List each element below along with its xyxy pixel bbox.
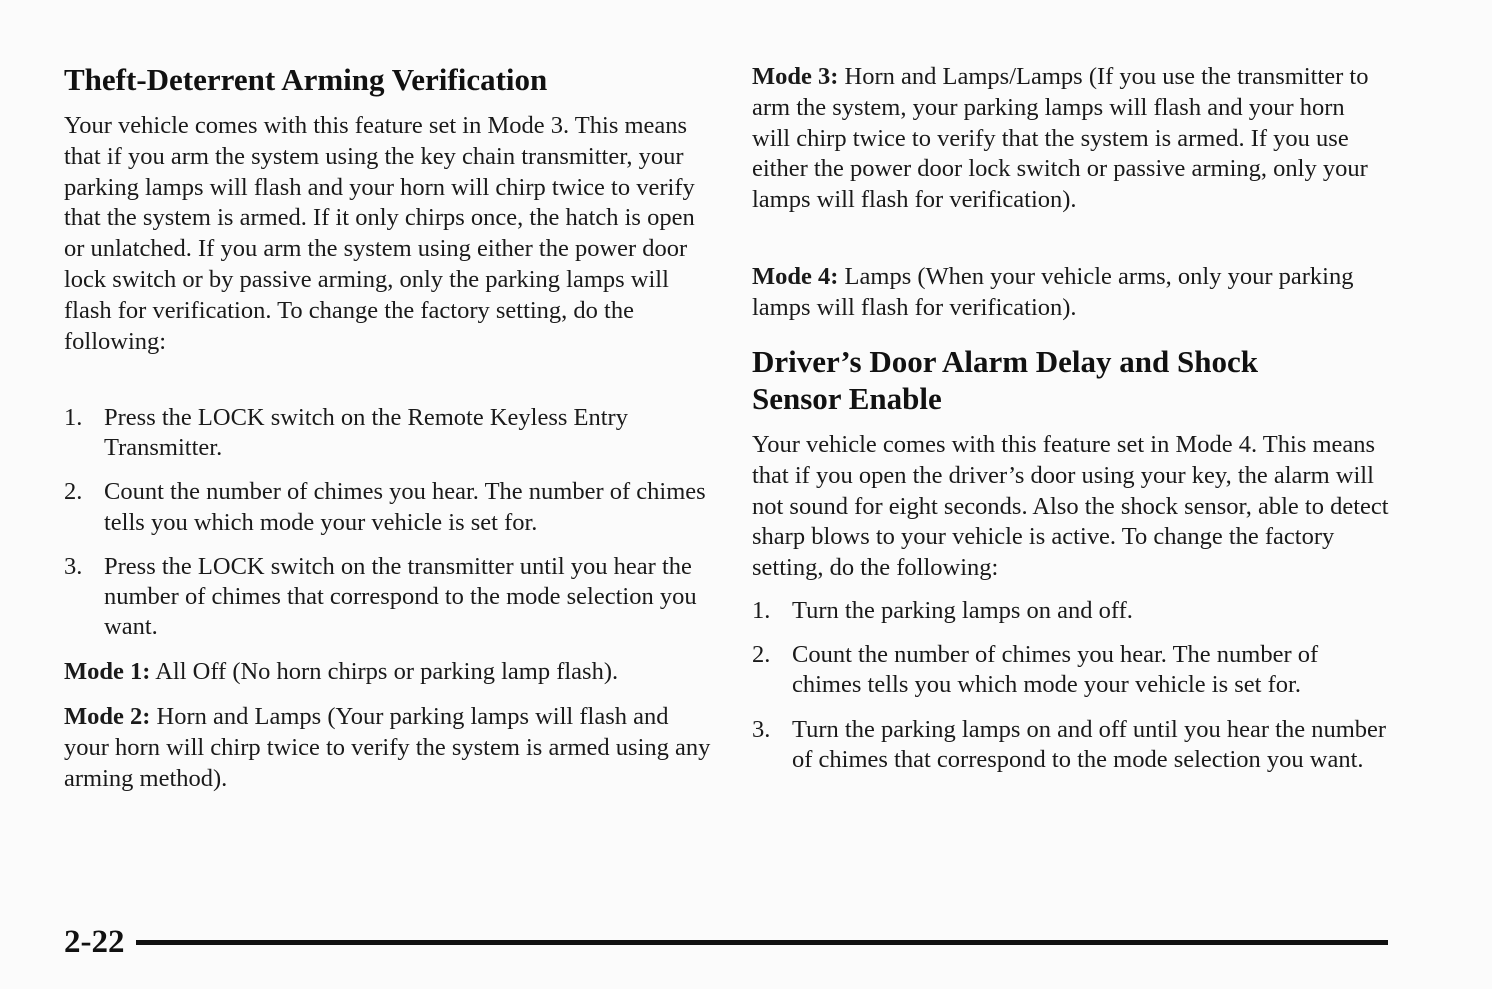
theft-deterrent-steps (64, 403, 714, 642)
mode-4-text: Lamps (When your vehicle arms, only your parking lamps will flash for verification). (752, 263, 1354, 321)
list-item (64, 477, 714, 537)
step-text: Turn the parking lamps on and off. (792, 597, 1133, 624)
mode-3-paragraph (752, 62, 1382, 216)
step-text: Turn the parking lamps on and off until you hear the number of chimes that correspond to the mode selection you want. (792, 715, 1387, 773)
mode-4-paragraph (752, 262, 1382, 324)
list-item (752, 596, 1392, 626)
footer-rule (136, 940, 1388, 945)
list-item (752, 640, 1392, 700)
theft-deterrent-heading: Theft-Deterrent Arming Verification (64, 62, 548, 97)
mode-2-label: Mode 2: (64, 703, 151, 730)
mode-1-paragraph (64, 657, 714, 688)
step-number: 2. (64, 478, 83, 506)
step-number: 1. (64, 404, 83, 431)
page-number: 2-22 (64, 924, 125, 960)
door-alarm-steps (752, 596, 1392, 775)
step-text: Press the LOCK switch on the transmitter until you hear the number of chimes that correspond to the mode selection you want. (104, 552, 697, 641)
mode-3-label: Mode 3: (752, 63, 839, 90)
door-alarm-intro: Your vehicle comes with this feature set in Mode 4. This means that if you open the driver’s door using your key, the alarm will not sound for eight seconds. Also the shock sensor, able to detect sharp blows to your vehicle is active. To change the factory setting, do the following: (752, 431, 1389, 582)
step-number: 3. (64, 552, 83, 580)
list-item (64, 403, 714, 463)
step-number: 3. (752, 715, 771, 743)
page-footer (64, 922, 1388, 962)
step-number: 2. (752, 641, 771, 669)
list-item (752, 715, 1392, 775)
mode-2-text: Horn and Lamps (Your parking lamps will flash and your horn will chirp twice to verify the system is armed using any arming method). (64, 703, 711, 792)
mode-1-label: Mode 1: (64, 658, 151, 685)
door-alarm-heading: Driver’s Door Alarm Delay and Shock Sensor Enable (752, 344, 1259, 416)
mode-3-text: Horn and Lamps/Lamps (If you use the transmitter to arm the system, your parking lamps will flash and your horn will chirp twice to verify that the system is armed. If you use either the power door lock switch or passive arming, only your lamps will flash for verification). (752, 63, 1369, 214)
mode-1-text: All Off (No horn chirps or parking lamp flash). (155, 658, 619, 685)
list-item (64, 552, 714, 643)
theft-deterrent-intro: Your vehicle comes with this feature set in Mode 3. This means that if you arm the system using the key chain transmitter, your parking lamps will flash and your horn will chirp twice to verify that the system is armed. If it only chirps once, the hatch is open or unlatched. If you arm the system using either the power door lock switch or by passive arming, only the parking lamps will flash for verification. To change the factory setting, do the following: (64, 112, 695, 355)
step-text: Press the LOCK switch on the Remote Keyless Entry Transmitter. (104, 404, 628, 462)
mode-2-paragraph (64, 702, 714, 794)
step-number: 1. (752, 597, 771, 624)
step-text: Count the number of chimes you hear. The number of chimes tells you which mode your vehicle is set for. (104, 478, 706, 536)
mode-4-label: Mode 4: (752, 263, 839, 290)
step-text: Count the number of chimes you hear. The number of chimes tells you which mode your vehicle is set for. (792, 641, 1319, 699)
